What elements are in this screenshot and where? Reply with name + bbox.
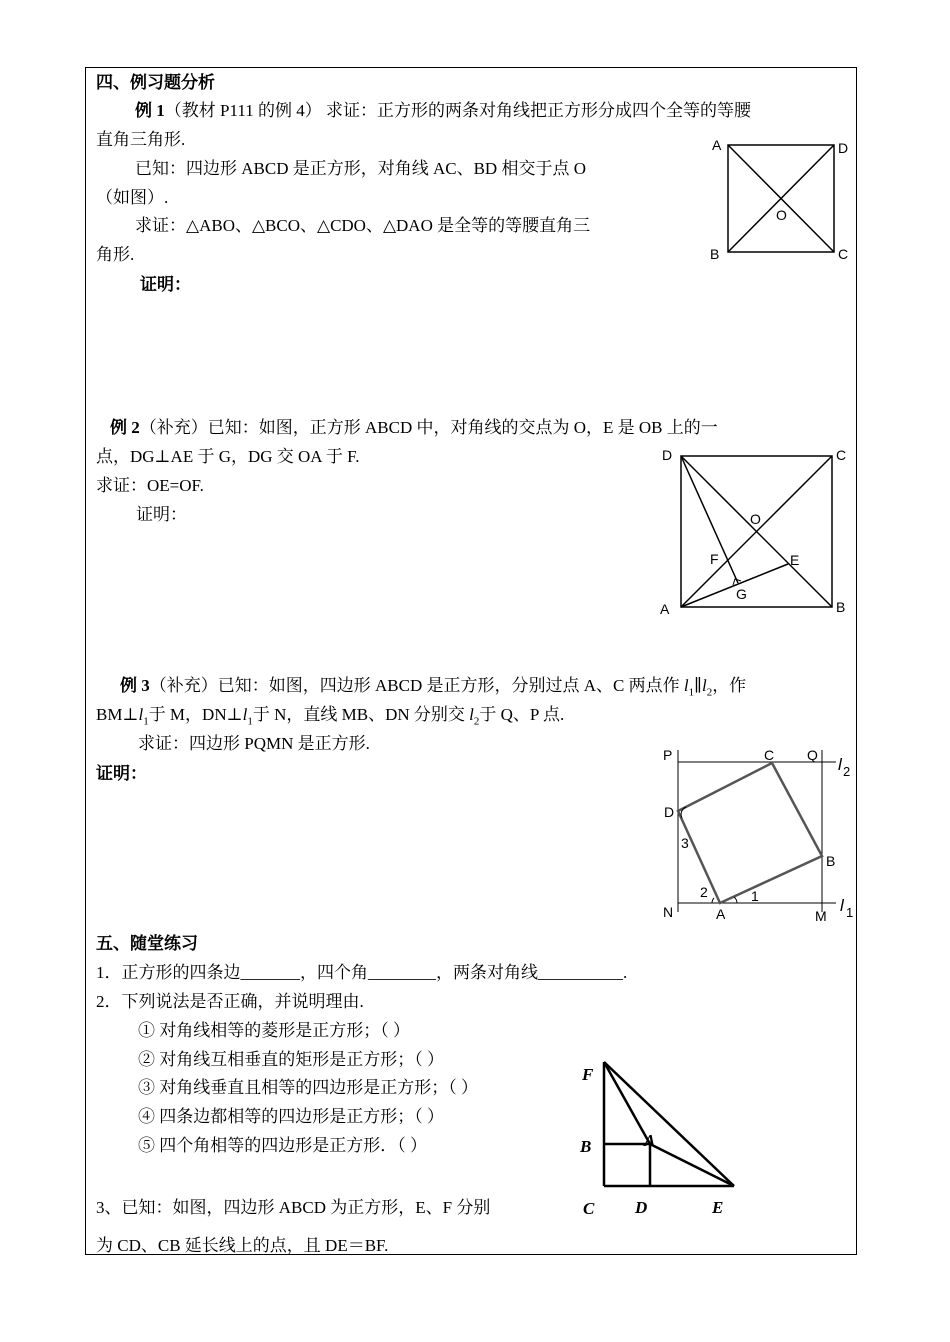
line-symbol: l (242, 705, 248, 724)
example-label: 例 3 (120, 676, 150, 695)
practice-question-3-line-1: 3、已知：如图，四边形 ABCD 为正方形，E、F 分别 (96, 1198, 491, 1217)
line-label-l1: l (840, 896, 844, 915)
example-1-line-2: 直角三角形. (96, 130, 186, 149)
point-label: N (663, 904, 674, 920)
point-label: M (815, 908, 827, 924)
example-label: 例 2 (110, 418, 140, 437)
example-text: 于 Q、P 点. (479, 705, 565, 724)
section-heading: 五、随堂练习 (96, 934, 198, 953)
point-label: D (635, 1198, 648, 1217)
example-text: 于 M，DN⊥ (148, 705, 243, 724)
angle-label: 2 (700, 884, 708, 900)
example-1-prove-1: 求证：△ABO、△BCO、△CDO、△DAO 是全等的等腰直角三 (135, 216, 591, 235)
point-label: B (710, 246, 720, 262)
point-label: A (716, 906, 726, 922)
example-1-prove-2: 角形. (96, 245, 135, 264)
point-label: C (836, 447, 847, 463)
point-label: C (583, 1199, 595, 1218)
example-text: BM⊥ (96, 705, 139, 724)
point-label: F (582, 1065, 594, 1084)
line-subscript: 1 (143, 715, 149, 728)
point-label: G (736, 586, 747, 602)
point-label: O (776, 207, 787, 223)
point-label: B (836, 599, 846, 615)
statement-item: ⑤ 四个角相等的四边形是正方形．（ ） (138, 1136, 427, 1155)
example-1-given-2: （如图）. (96, 188, 169, 207)
point-label: D (838, 140, 849, 156)
example-text: （补充）已知：如图，四边形 ABCD 是正方形，分别过点 A、C 两点作 (149, 676, 684, 695)
practice-question-2: 2．下列说法是否正确，并说明理由. (96, 992, 364, 1011)
point-label: P (663, 747, 673, 763)
parallel-symbol: ∥ (694, 676, 702, 695)
line-label-subscript: 2 (843, 764, 851, 779)
statement-item: ① 对角线相等的菱形是正方形；（ ） (138, 1021, 410, 1040)
practice-question-1: 1．正方形的四条边_______，四个角________，两条对角线__________. (96, 963, 628, 982)
point-label: C (764, 747, 775, 763)
example-3-prove: 求证：四边形 PQMN 是正方形. (138, 734, 370, 753)
line-symbol: l (138, 705, 144, 724)
example-text: （教材 P111 的例 4） 求证：正方形的两条对角线把正方形分成四个全等的等腰 (164, 101, 751, 120)
point-label: D (662, 447, 673, 463)
statement-item: ③ 对角线垂直且相等的四边形是正方形；（ ） (138, 1078, 478, 1097)
section-heading: 四、例习题分析 (96, 73, 215, 92)
point-label: F (710, 551, 719, 567)
point-label: A (660, 601, 670, 617)
example-3-proof: 证明： (96, 764, 147, 783)
angle-label: 1 (751, 888, 759, 904)
point-label: D (664, 804, 675, 820)
example-1-proof: 证明： (140, 275, 191, 294)
point-label: A (712, 137, 722, 153)
example-2-proof: 证明： (136, 505, 187, 524)
example-text: 于 N，直线 MB、DN 分别交 (252, 705, 470, 724)
line-symbol: l (683, 676, 689, 695)
line-subscript: 2 (706, 686, 713, 699)
example-text: ，作 (712, 676, 747, 695)
example-2-prove: 求证：OE=OF. (96, 476, 204, 495)
line-subscript: 2 (473, 715, 480, 728)
line-symbol: l (701, 676, 707, 695)
statement-item: ② 对角线互相垂直的矩形是正方形；（ ） (138, 1050, 444, 1069)
point-label: O (750, 511, 761, 527)
point-label: A (644, 1131, 656, 1150)
example-label: 例 1 (135, 101, 165, 120)
point-label: E (790, 552, 800, 568)
example-text: （补充）已知：如图，正方形 ABCD 中，对角线的交点为 O，E 是 OB 上的一 (139, 418, 718, 437)
point-label: Q (807, 747, 818, 763)
angle-label: 3 (681, 835, 689, 851)
point-label: B (826, 853, 836, 869)
line-label-l2: l (838, 755, 842, 774)
statement-item: ④ 四条边都相等的四边形是正方形；（ ） (138, 1107, 444, 1126)
point-label: E (712, 1198, 724, 1217)
example-1-given-1: 已知：四边形 ABCD 是正方形，对角线 AC、BD 相交于点 O (135, 159, 586, 178)
segment-fe (604, 1062, 734, 1186)
point-label: C (838, 246, 849, 262)
line-symbol: l (469, 705, 474, 724)
line-subscript: 1 (247, 715, 253, 728)
line-subscript: 1 (688, 686, 695, 699)
point-label: B (580, 1137, 592, 1156)
line-label-subscript: 1 (846, 905, 854, 920)
practice-question-3-line-2: 为 CD、CB 延长线上的点，且 DE＝BF. (96, 1236, 389, 1255)
example-2-line-2: 点，DG⊥AE 于 G，DG 交 OA 于 F. (96, 447, 360, 466)
segment-ae (650, 1144, 734, 1186)
